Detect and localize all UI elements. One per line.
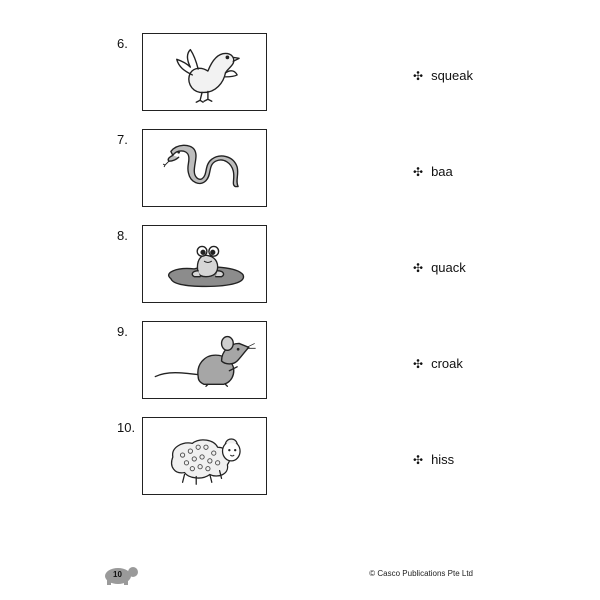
item-number-9: 9. (117, 324, 128, 339)
sheep-icon (143, 418, 266, 494)
sound-option-croak[interactable] (413, 356, 463, 371)
bullet-icon: ✣ (413, 260, 424, 275)
sound-label: quack (431, 260, 466, 275)
sound-option-hiss[interactable] (413, 452, 454, 467)
snake-icon (143, 130, 266, 206)
bullet-icon: ✣ (413, 452, 424, 467)
sound-label: croak (431, 356, 463, 371)
item-number-8: 8. (117, 228, 128, 243)
bullet-icon: ✣ (413, 164, 424, 179)
picture-frame-8 (142, 225, 267, 303)
sound-label: hiss (431, 452, 455, 467)
sound-label: squeak (431, 68, 473, 83)
copyright-text: © Casco Publications Pte Ltd (369, 569, 473, 578)
picture-frame-6 (142, 33, 267, 111)
bullet-icon: ✣ (413, 68, 424, 83)
sound-option-baa[interactable] (413, 164, 453, 179)
bird-icon (143, 34, 266, 110)
page-number: 10 (113, 570, 122, 579)
bullet-icon: ✣ (413, 356, 424, 371)
picture-frame-9 (142, 321, 267, 399)
sound-option-quack[interactable] (413, 260, 466, 275)
mouse-icon (143, 322, 266, 398)
item-number-6: 6. (117, 36, 128, 51)
turtle-icon (102, 562, 142, 586)
picture-frame-10 (142, 417, 267, 495)
sound-label: baa (431, 164, 453, 179)
item-number-10: 10. (117, 420, 136, 435)
frog-icon (143, 226, 266, 302)
sound-option-squeak[interactable] (413, 68, 473, 83)
picture-frame-7 (142, 129, 267, 207)
item-number-7: 7. (117, 132, 128, 147)
page-number-badge (102, 562, 142, 586)
